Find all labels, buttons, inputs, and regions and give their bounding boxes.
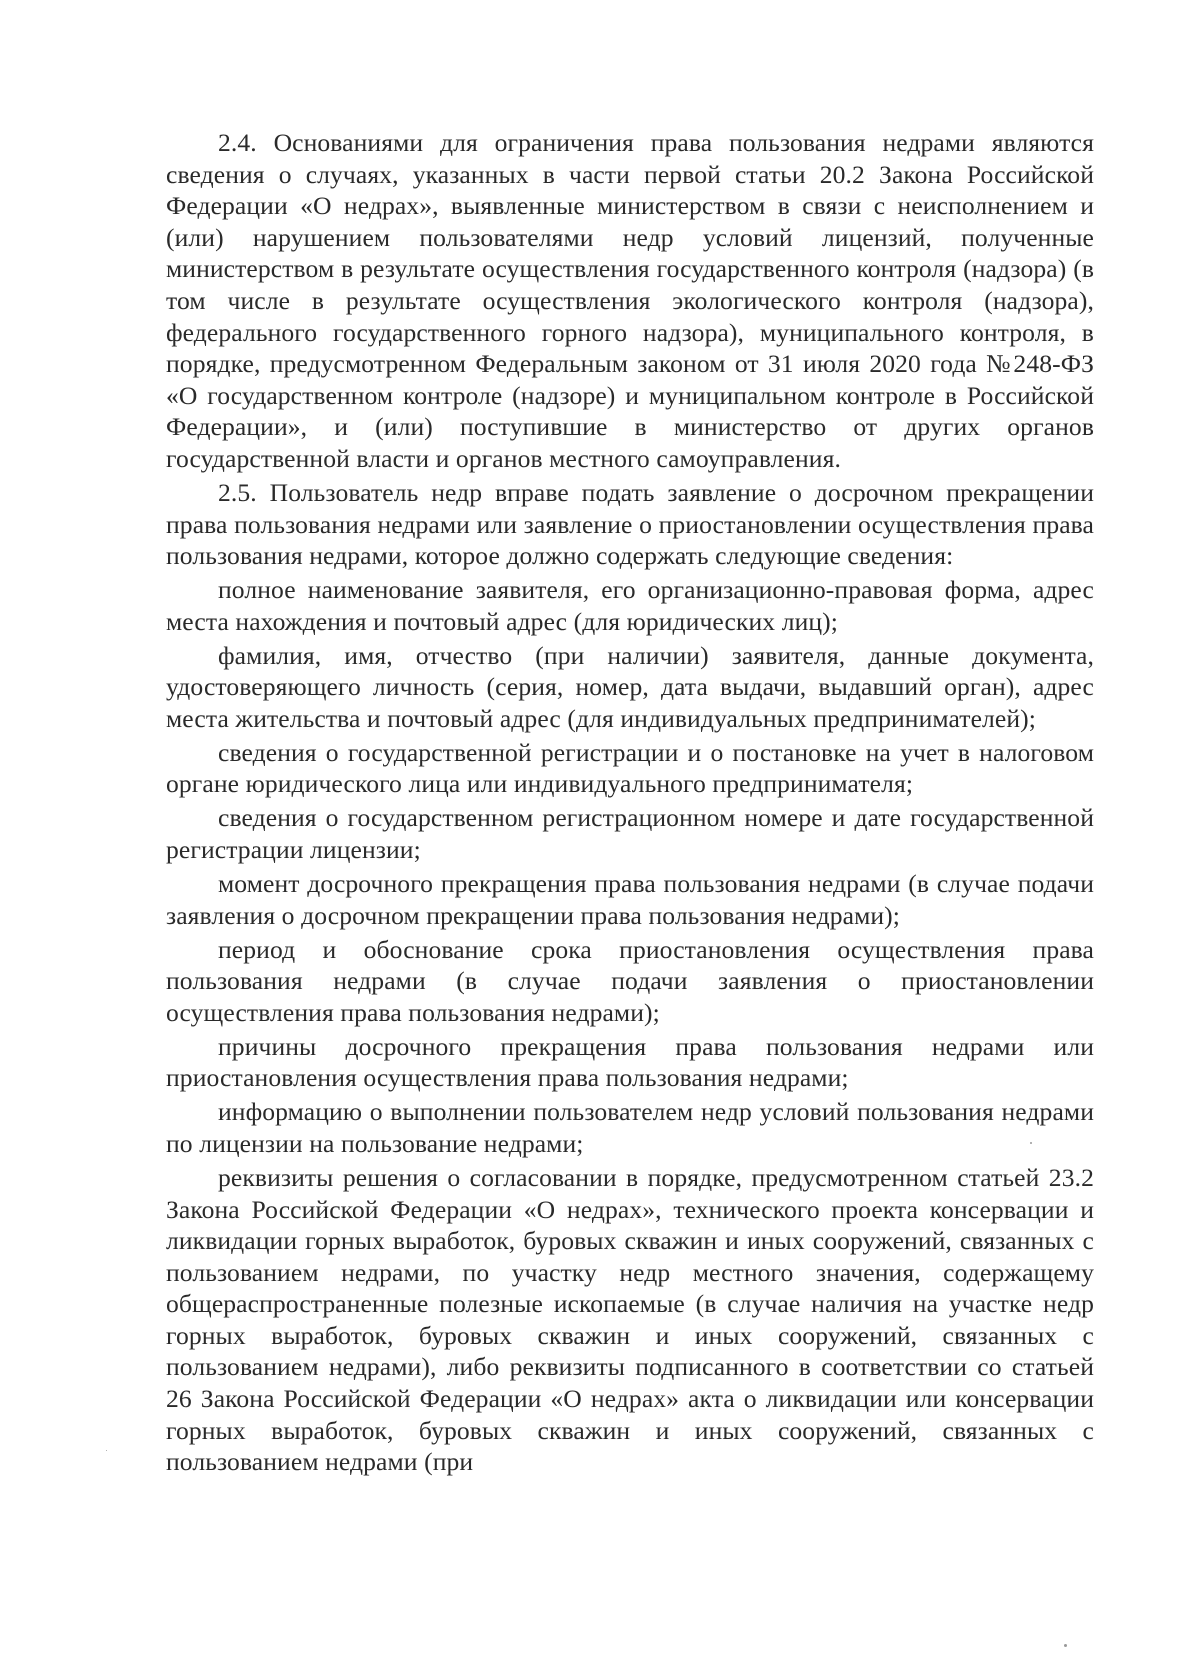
list-item-decision-details: реквизиты решения о согласовании в порядке, предусмотренном статьей 23.2 Закона Российской Федерации «О недрах», технического проекта консервации и ликвидации горных выработок, буровых скважин и иных сооружений, связанных с пользованием недрами, по участку недр местного значения, содержащему общераспространенные полезные ископаемые (в случае наличия на участке недр горных выработок, буровых скважин и иных сооружений, связанных с пользованием недрами), либо реквизиты подписанного в соответствии со статьей 26 Закона Российской Федерации «О недрах» акта о ликвидации или консервации горных выработок, буровых скважин и иных сооружений, связанных с пользованием недрами (при	[166, 1162, 1094, 1477]
list-item-personal-data: фамилия, имя, отчество (при наличии) заявителя, данные документа, удостоверяющего личность (серия, номер, дата выдачи, выдавший орган), адрес места жительства и почтовый адрес (для индивидуальных предпринимателей);	[166, 640, 1094, 733]
paragraph-2-4: 2.4. Основаниями для ограничения права пользования недрами являются сведения о случаях, указанных в части первой статьи 20.2 Закона Российской Федерации «О недрах», выявленные министерством в связи с неисполнением и (или) нарушением пользователями недр условий лицензий, полученные министерством в результате осуществления государственного контроля (надзора) (в том числе в результате осуществления экологического контроля (надзора), федерального государственного горного надзора), муниципального контроля, в порядке, предусмотренном Федеральным законом от 31 июля 2020 года №248-ФЗ «О государственном контроле (надзоре) и муниципальном контроле в Российской Федерации», и (или) поступившие в министерство от других органов государственной власти и органов местного самоуправления.	[166, 128, 1094, 473]
document-body	[166, 127, 1094, 1480]
list-item-compliance-info: информацию о выполнении пользователем недр условий пользования недрами по лицензии на пользование недрами;	[166, 1097, 1094, 1158]
list-item-reasons: причины досрочного прекращения права пользования недрами или приостановления осуществления права пользования недрами;	[166, 1031, 1094, 1093]
list-item-termination-moment: момент досрочного прекращения права пользования недрами (в случае подачи заявления о досрочном прекращении права пользования недрами);	[166, 869, 1094, 930]
list-item-registration: сведения о государственной регистрации и о постановке на учет в налоговом органе юридического лица или индивидуального предпринимателя;	[166, 737, 1094, 799]
scan-speck	[1064, 1644, 1067, 1647]
list-item-full-name: полное наименование заявителя, его организационно-правовая форма, адрес места нахождения и почтовый адрес (для юридических лиц);	[166, 575, 1094, 636]
scan-speck	[1030, 1142, 1032, 1144]
paragraph-2-5: 2.5. Пользователь недр вправе подать заявление о досрочном прекращении права пользования недрами или заявление о приостановлении осуществления права пользования недрами, которое должно содержать следующие сведения:	[166, 477, 1094, 571]
list-item-license-number: сведения о государственном регистрационном номере и дате государственной регистрации лицензии;	[166, 803, 1094, 865]
scan-speck	[106, 1450, 107, 1451]
list-item-suspension-period: период и обоснование срока приостановления осуществления права пользования недрами (в случае подачи заявления о приостановлении осуществления права пользования недрами);	[166, 934, 1094, 1027]
